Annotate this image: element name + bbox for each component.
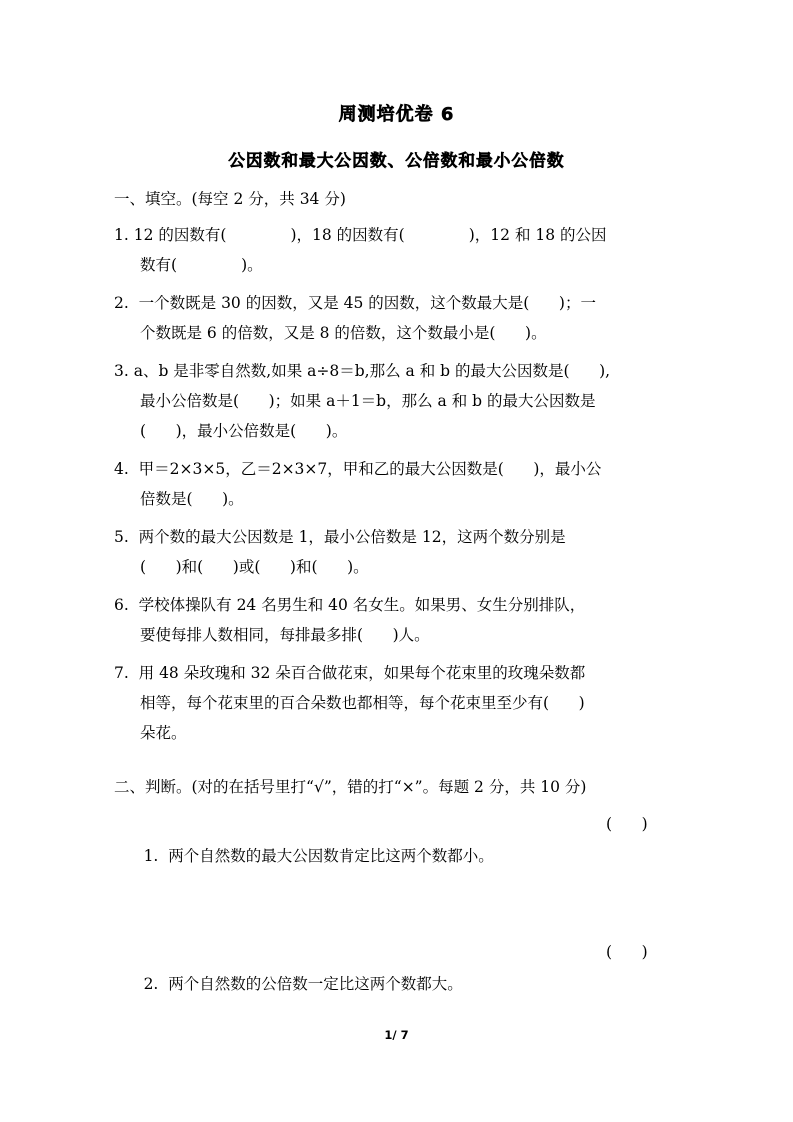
section-heading-judgement: 二、判断。(对的在括号里打“√”，错的打“×”。每题 2 分，共 10 分) <box>114 778 587 796</box>
question-4-line-2: 倍数是( )。 <box>140 490 244 508</box>
question-2-line-2: 个数既是 6 的倍数，又是 8 的倍数，这个数最小是( )。 <box>140 324 547 342</box>
question-5-line-2: ( )和( )或( )和( )。 <box>140 558 369 576</box>
question-3-line-2: 最小公倍数是( )；如果 a＋1＝b，那么 a 和 b 的最大公因数是 <box>140 392 596 410</box>
exam-content <box>114 186 682 1064</box>
question-2 <box>114 288 682 348</box>
section-spacer <box>114 756 682 774</box>
question-4 <box>114 454 682 514</box>
question-6-line-2: 要使每排人数相同，每排最多排( )人。 <box>140 626 430 644</box>
question-7-line-1: 7. 用 48 朵玫瑰和 32 朵百合做花束，如果每个花束里的玫瑰朵数都 <box>114 664 586 682</box>
question-3-line-1: 3. a、b 是非零自然数,如果 a÷8＝b,那么 a 和 b 的最大公因数是( ), <box>114 362 611 380</box>
judgement-item-1-text: 1. 两个自然数的最大公因数肯定比这两个数都小。 <box>143 847 494 865</box>
judgement-item-1 <box>114 808 682 936</box>
question-3 <box>114 356 682 446</box>
question-7 <box>114 658 682 748</box>
question-7-line-3: 朵花。 <box>140 724 187 742</box>
judgement-item-2-answer-bracket[interactable]: ( ) <box>606 943 648 961</box>
question-5-line-1: 5. 两个数的最大公因数是 1，最小公倍数是 12，这两个数分别是 <box>114 528 566 546</box>
page-title: 周测培优卷 6 <box>338 104 455 125</box>
question-4-line-1: 4. 甲＝2×3×5，乙＝2×3×7，甲和乙的最大公因数是( )，最小公 <box>114 460 602 478</box>
question-1-line-1: 1. 12 的因数有( )，18 的因数有( )，12 和 18 的公因 <box>114 226 607 244</box>
question-6-line-1: 6. 学校体操队有 24 名男生和 40 名女生。如果男、女生分别排队， <box>114 596 586 614</box>
question-3-line-3: ( )，最小公倍数是( )。 <box>140 422 348 440</box>
question-2-line-1: 2. 一个数既是 30 的因数，又是 45 的因数，这个数最大是( )；一 <box>114 294 596 312</box>
question-5 <box>114 522 682 582</box>
judgement-item-2 <box>114 936 682 1064</box>
page-subtitle: 公因数和最大公因数、公倍数和最小公倍数 <box>228 151 565 170</box>
section-heading-fill-blank: 一、填空。(每空 2 分，共 34 分) <box>114 190 346 208</box>
question-7-line-2: 相等，每个花束里的百合朵数也都相等，每个花束里至少有( ) <box>140 694 585 712</box>
question-1-line-2: 数有( )。 <box>140 256 263 274</box>
judgement-item-2-text: 2. 两个自然数的公倍数一定比这两个数都大。 <box>143 975 463 993</box>
page-number-footer: 1/ 7 <box>384 1028 409 1042</box>
question-1 <box>114 220 682 280</box>
judgement-item-1-answer-bracket[interactable]: ( ) <box>606 815 648 833</box>
question-6 <box>114 590 682 650</box>
